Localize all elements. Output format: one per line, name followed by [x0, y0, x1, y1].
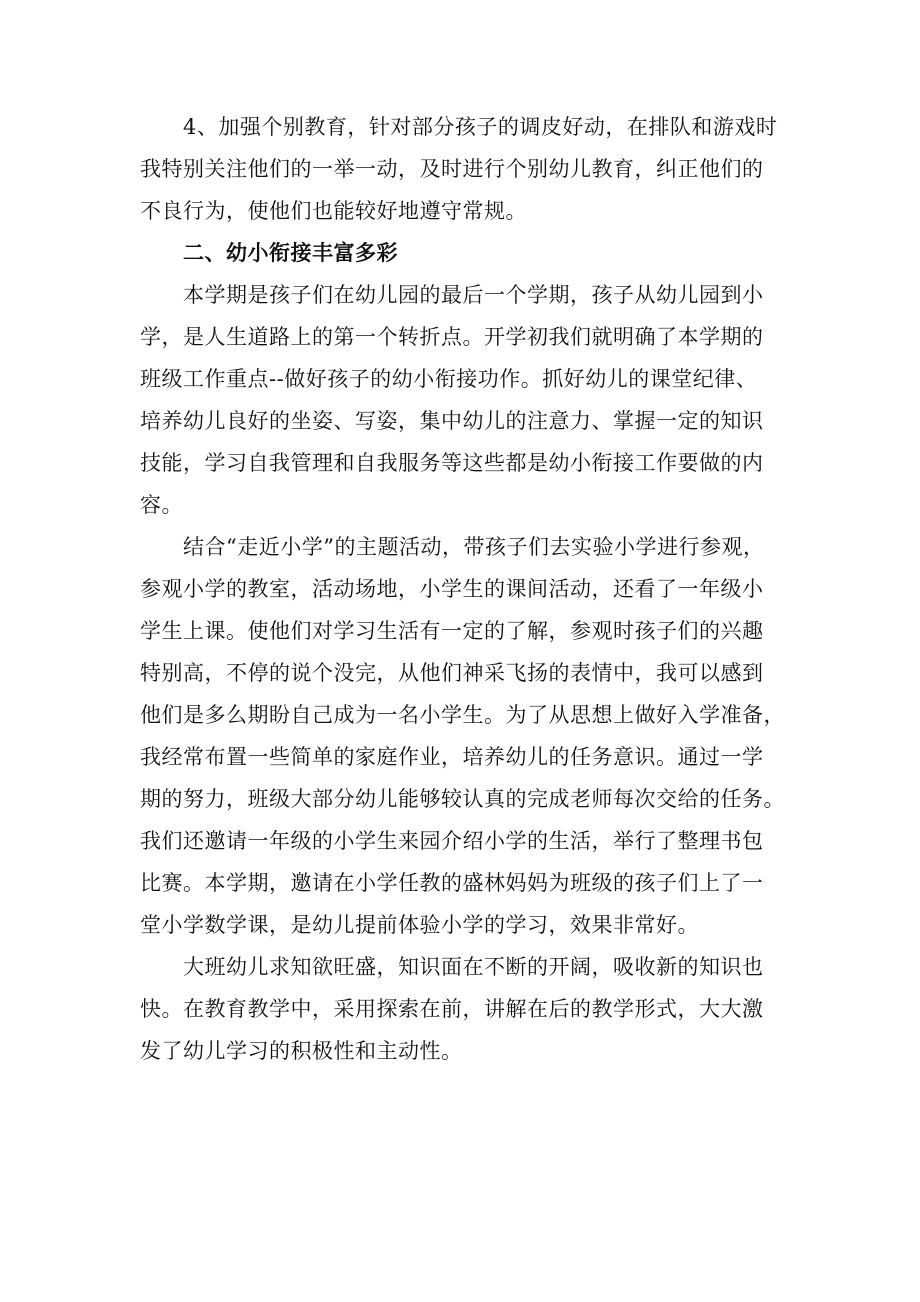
- paragraph-3-line-7: 期的努力，班级大部分幼儿能够较认真的完成老师每次交给的任务。: [140, 787, 785, 811]
- paragraph-3-line-1: 结合“走近小学”的主题活动，带孩子们去实验小学进行参观，: [183, 535, 765, 559]
- paragraph-3-line-10: 堂小学数学课，是幼儿提前体验小学的学习，效果非常好。: [140, 913, 699, 937]
- section-heading: 二、幼小衔接丰富多彩: [183, 240, 398, 265]
- paragraph-3-line-4: 特别高，不停的说个没完，从他们神采飞扬的表情中，我可以感到: [140, 661, 764, 685]
- paragraph-4-line-2: 快。在教育教学中，采用探索在前，讲解在后的教学形式，大大激: [140, 997, 764, 1021]
- paragraph-1-line-3: 不良行为，使他们也能较好地遵守常规。: [140, 199, 527, 223]
- paragraph-3-line-9: 比赛。本学期，邀请在小学任教的盛林妈妈为班级的孩子们上了一: [140, 871, 764, 895]
- paragraph-4-line-1: 大班幼儿求知欲旺盛，知识面在不断的开阔，吸收新的知识也: [183, 955, 764, 979]
- paragraph-4-line-3: 发了幼儿学习的积极性和主动性。: [140, 1039, 463, 1063]
- paragraph-2-line-1: 本学期是孩子们在幼儿园的最后一个学期，孩子从幼儿园到小: [183, 283, 764, 307]
- paragraph-1-line-2: 我特别关注他们的一举一动，及时进行个别幼儿教育，纠正他们的: [140, 157, 764, 181]
- paragraph-3-line-8: 我们还邀请一年级的小学生来园介绍小学的生活，举行了整理书包: [140, 829, 764, 853]
- paragraph-1-line-1: 4、加强个别教育，针对部分孩子的调皮好动，在排队和游戏时: [183, 115, 778, 139]
- paragraph-3-line-2: 参观小学的教室，活动场地，小学生的课间活动，还看了一年级小: [140, 577, 764, 601]
- paragraph-2-line-3: 班级工作重点--做好孩子的幼小衔接功作。抓好幼儿的课堂纪律、: [140, 367, 758, 391]
- paragraph-3-line-6: 我经常布置一些简单的家庭作业，培养幼儿的任务意识。通过一学: [140, 745, 764, 769]
- paragraph-2-line-5: 技能，学习自我管理和自我服务等这些都是幼小衔接工作要做的内: [140, 451, 764, 475]
- paragraph-2-line-2: 学，是人生道路上的第一个转折点。开学初我们就明确了本学期的: [140, 325, 764, 349]
- paragraph-3-line-5: 他们是多么期盼自己成为一名小学生。为了从思想上做好入学准备，: [140, 703, 785, 727]
- paragraph-2-line-6: 容。: [140, 493, 183, 517]
- paragraph-3-line-3: 学生上课。使他们对学习生活有一定的了解，参观时孩子们的兴趣: [140, 619, 764, 643]
- paragraph-2-line-4: 培养幼儿良好的坐姿、写姿，集中幼儿的注意力、掌握一定的知识: [140, 409, 764, 433]
